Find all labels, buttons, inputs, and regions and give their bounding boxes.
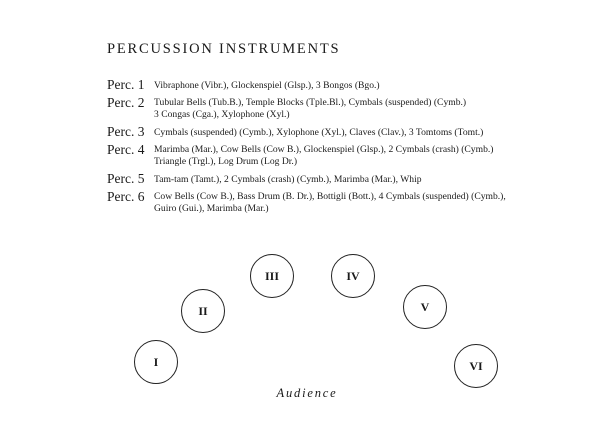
percussion-label: Perc. 6 — [107, 188, 145, 204]
percussion-label: Perc. 4 — [107, 141, 145, 157]
percussion-instruments — [154, 142, 577, 169]
instrument-line: Triangle (Trgl.), Log Drum (Log Dr.) — [154, 156, 298, 167]
percussion-label: Perc. 1 — [107, 77, 145, 92]
percussion-row-6 — [107, 189, 577, 216]
percussion-row-2 — [107, 95, 577, 122]
instrument-line: Vibraphone (Vibr.), Glockenspiel (Glsp.), 3 Bongos (Bgo.) — [154, 79, 380, 91]
position-circle-6: VI — [454, 344, 498, 388]
instrument-line: Guiro (Gui.), Marimba (Mar.) — [154, 203, 269, 214]
instrument-line: Tam-tam (Tamt.), 2 Cymbals (crash) (Cymb.), Marimba (Mar.), Whip — [154, 173, 422, 185]
percussion-label: Perc. 5 — [107, 171, 145, 186]
percussion-row-1 — [107, 77, 577, 92]
position-circle-1: I — [134, 340, 178, 384]
instrument-line: Tubular Bells (Tub.B.), Temple Blocks (Tple.Bl.), Cymbals (suspended) (Cymb.) — [154, 97, 467, 108]
position-circle-4: IV — [331, 254, 375, 298]
percussion-row-5 — [107, 171, 577, 186]
percussion-instruments — [154, 77, 577, 92]
percussion-row-4 — [107, 142, 577, 169]
instrument-line: Cymbals (suspended) (Cymb.), Xylophone (Xyl.), Claves (Clav.), 3 Tomtoms (Tomt.) — [154, 126, 484, 138]
percussion-instruments — [154, 95, 577, 122]
position-circle-5: V — [403, 285, 447, 329]
instrument-line: Marimba (Mar.), Cow Bells (Cow B.), Glockenspiel (Glsp.), 2 Cymbals (crash) (Cymb.) — [154, 144, 494, 155]
percussion-instruments — [154, 124, 577, 139]
audience-label: Audience — [276, 386, 338, 400]
percussion-label: Perc. 3 — [107, 124, 145, 139]
percussion-instruments — [154, 171, 577, 186]
percussion-row-3 — [107, 124, 577, 139]
percussion-label: Perc. 2 — [107, 94, 145, 110]
instrument-line: Cow Bells (Cow B.), Bass Drum (B. Dr.), Bottigli (Bott.), 4 Cymbals (suspended) (Cymb.), — [154, 191, 506, 202]
position-circle-3: III — [250, 254, 294, 298]
position-circle-2: II — [181, 289, 225, 333]
percussion-list — [107, 77, 577, 218]
instrument-line: 3 Congas (Cga.), Xylophone (Xyl.) — [154, 109, 290, 120]
page-title: PERCUSSION INSTRUMENTS — [107, 41, 341, 57]
percussion-instruments — [154, 189, 577, 216]
